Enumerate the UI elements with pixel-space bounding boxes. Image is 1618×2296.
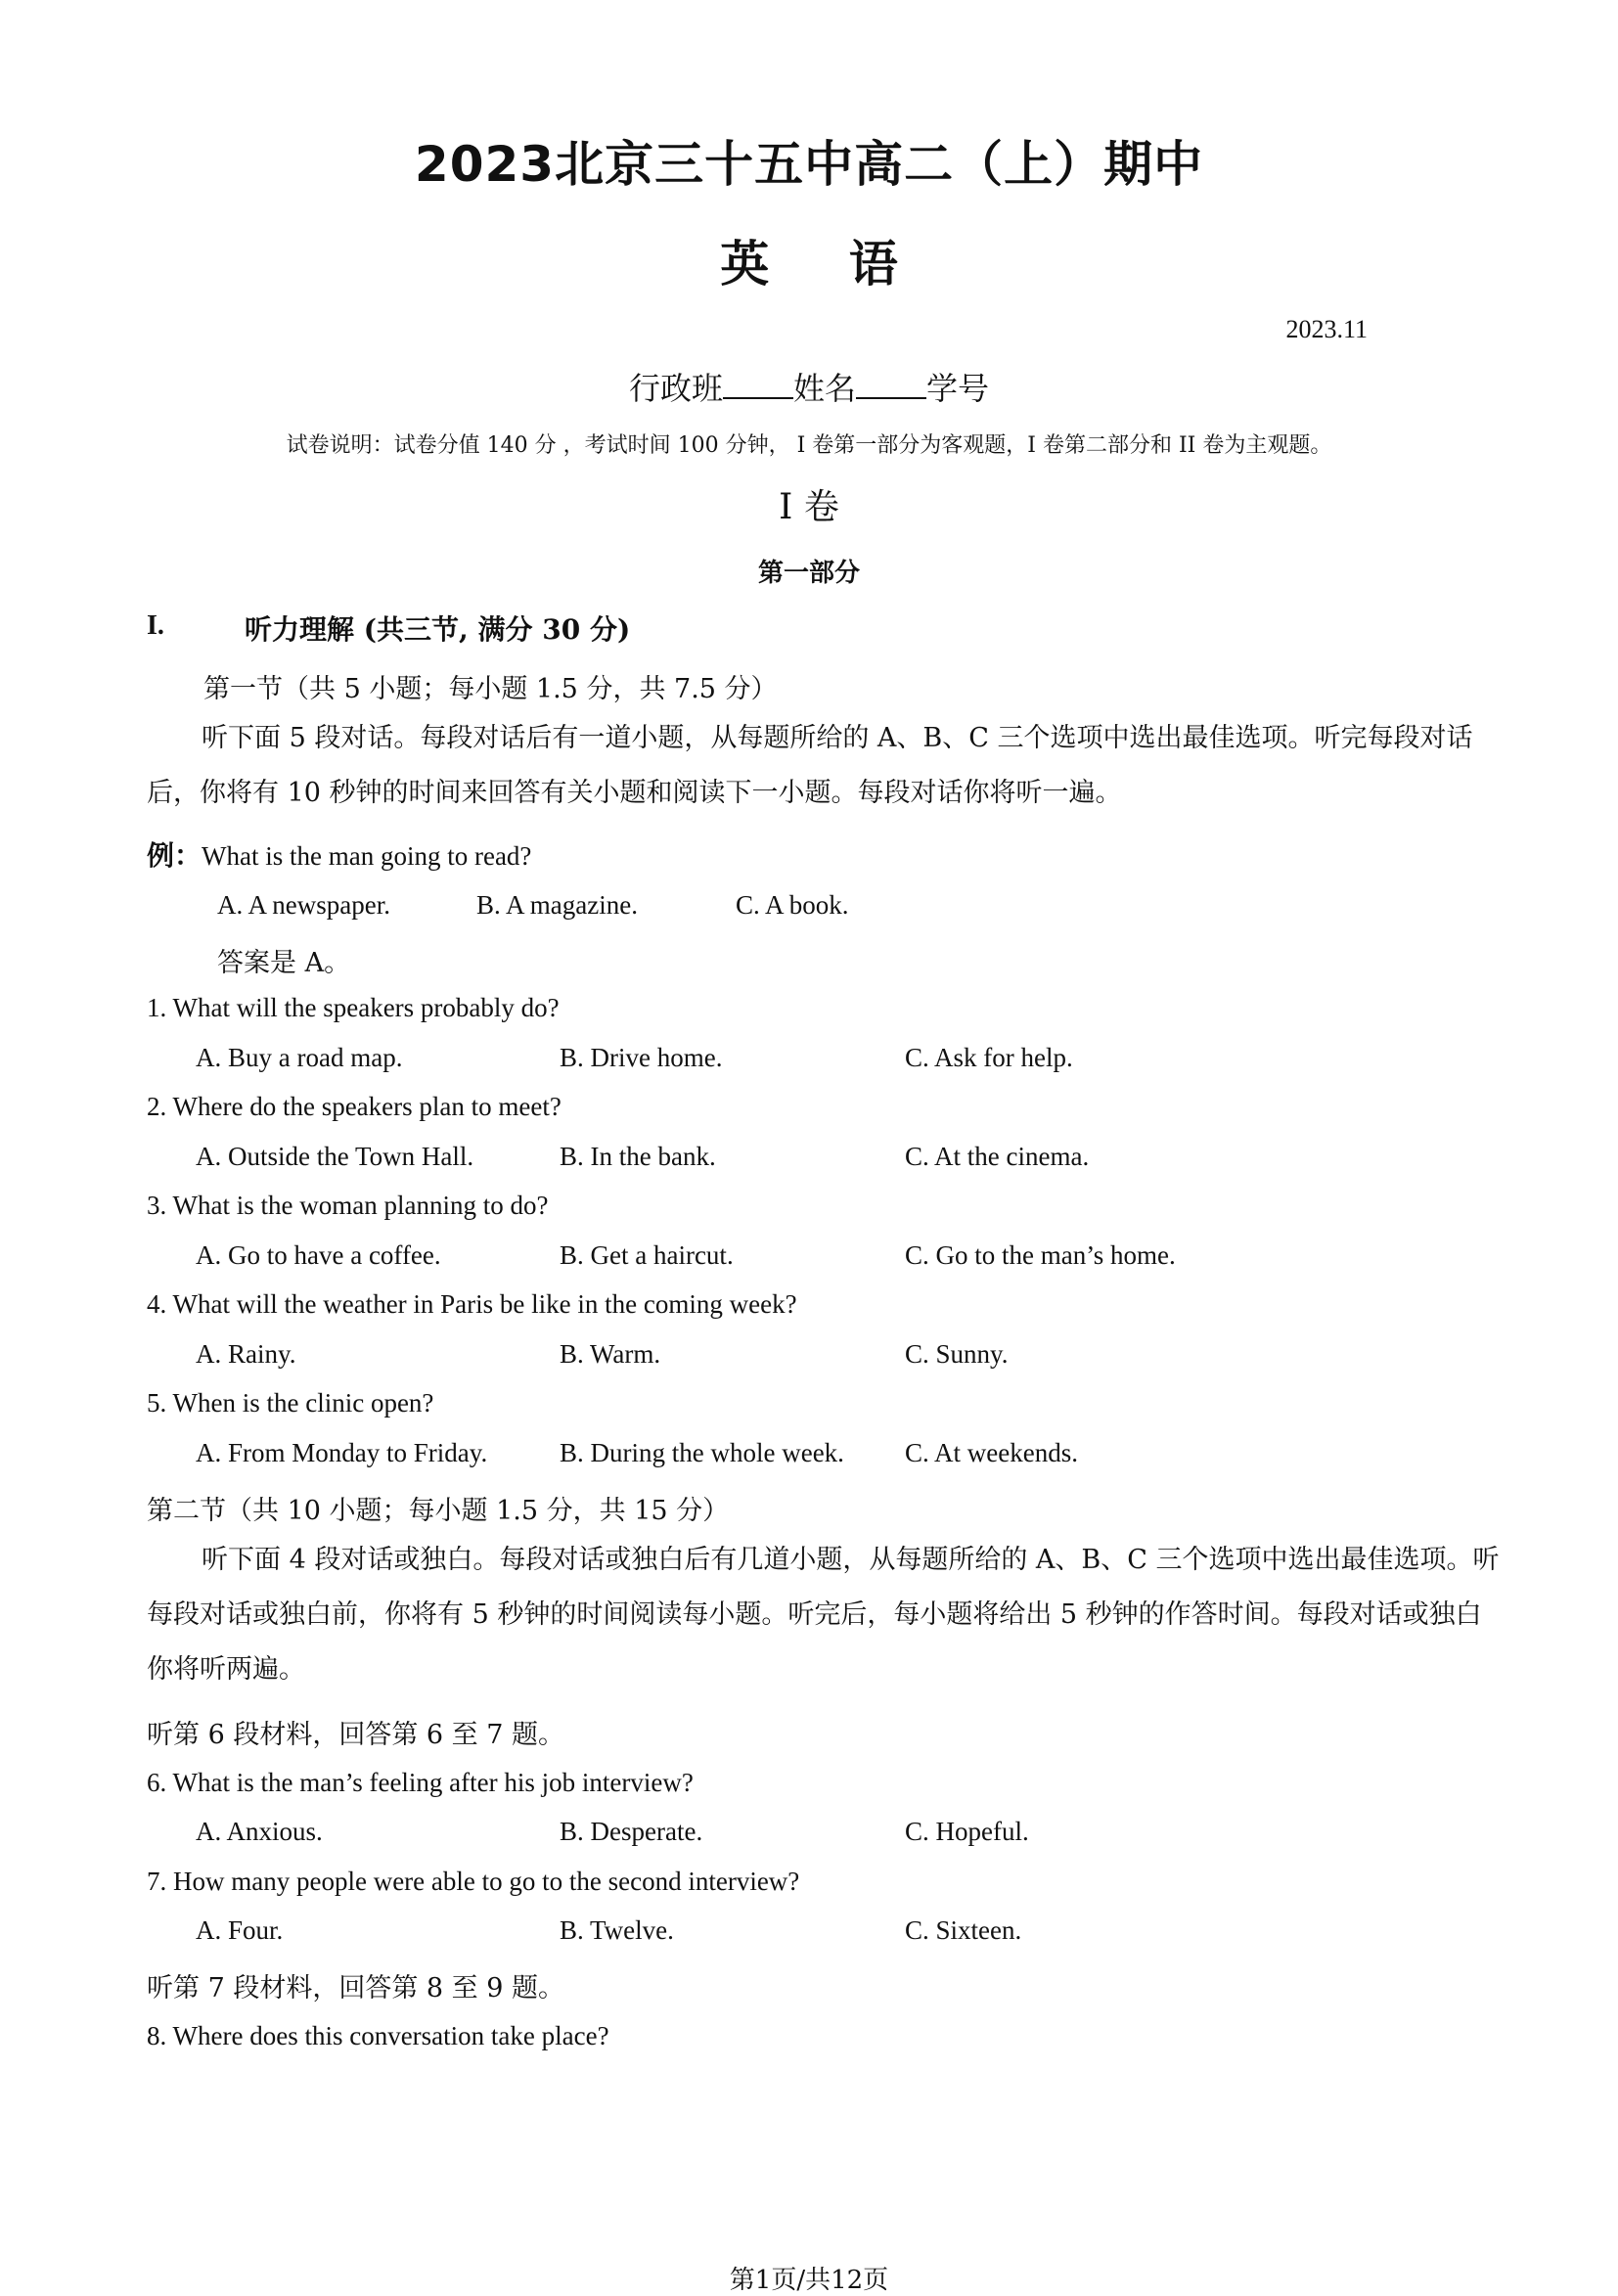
option-c[interactable]: C. Sunny. <box>905 1339 1009 1369</box>
section2-heading: 第二节（共 10 小题；每小题 1.5 分，共 15 分） <box>147 1496 730 1526</box>
student-id-label: 学号 <box>926 370 990 407</box>
example-option-c: C. A book. <box>736 890 849 920</box>
question-4-options <box>196 1339 1370 1373</box>
subject-title: 英 语 <box>720 236 898 293</box>
question-5: 5. When is the clinic open? <box>147 1388 434 1418</box>
option-c[interactable]: C. Sixteen. <box>905 1915 1022 1945</box>
example-label: 例： <box>147 839 202 872</box>
volume-heading: I 卷 <box>779 487 839 527</box>
class-blank[interactable] <box>723 372 793 399</box>
option-c[interactable]: C. At the cinema. <box>905 1142 1090 1171</box>
option-b[interactable]: B. Drive home. <box>560 1043 723 1072</box>
example-option-b: B. A magazine. <box>476 890 638 920</box>
question-7-options <box>196 1915 1370 1949</box>
option-b[interactable]: B. Desperate. <box>560 1817 703 1846</box>
student-info-line <box>0 364 1618 409</box>
name-label: 姓名 <box>792 370 856 407</box>
example-answer: 答案是 A。 <box>217 948 351 978</box>
question-1: 1. What will the speakers probably do? <box>147 993 560 1022</box>
question-7: 7. How many people were able to go to the second interview? <box>147 1867 800 1896</box>
part-heading: 第一部分 <box>757 559 860 588</box>
option-b[interactable]: B. Warm. <box>560 1339 661 1369</box>
section1-heading: 第一节（共 5 小题；每小题 1.5 分，共 7.5 分） <box>203 674 778 704</box>
question-1-options <box>196 1043 1370 1076</box>
question-2: 2. Where do the speakers plan to meet? <box>147 1092 562 1121</box>
page-number: 第1页/共12页 <box>729 2266 889 2295</box>
example-option-a: A. A newspaper. <box>217 890 390 920</box>
name-blank[interactable] <box>856 372 926 399</box>
option-a[interactable]: A. Four. <box>196 1915 284 1945</box>
exam-date: 2023.11 <box>1285 315 1368 343</box>
material-7-heading: 听第 7 段材料，回答第 8 至 9 题。 <box>147 1973 565 2003</box>
question-2-options <box>196 1142 1370 1175</box>
option-b[interactable]: B. In the bank. <box>560 1142 716 1171</box>
option-c[interactable]: C. Hopeful. <box>905 1817 1029 1846</box>
exam-title: 2023北京三十五中高二（上）期中 <box>414 136 1204 193</box>
option-b[interactable]: B. Twelve. <box>560 1915 674 1945</box>
option-c[interactable]: C. Ask for help. <box>905 1043 1073 1072</box>
question-6-options <box>196 1817 1370 1850</box>
option-a[interactable]: A. From Monday to Friday. <box>196 1438 488 1467</box>
option-a[interactable]: A. Rainy. <box>196 1339 296 1369</box>
question-3-options <box>196 1240 1370 1274</box>
section2-instructions: 听下面 4 段对话或独白。每段对话或独白后有几道小题，从每题所给的 A、B、C 三个选项中选出最佳选项。听每段对话或独白前，你将有 5 秒钟的时间阅读每小题。听完后，每小题将给出 5 秒钟的作答时间。每段对话或独白你将听两遍。 <box>147 1545 1500 1685</box>
option-a[interactable]: A. Go to have a coffee. <box>196 1240 441 1270</box>
option-a[interactable]: A. Buy a road map. <box>196 1043 403 1072</box>
option-a[interactable]: A. Anxious. <box>196 1817 323 1846</box>
question-5-options <box>196 1438 1370 1471</box>
class-label: 行政班 <box>628 370 723 407</box>
question-8: 8. Where does this conversation take place? <box>147 2021 609 2050</box>
section1-instructions: 听下面 5 段对话。每段对话后有一道小题，从每题所给的 A、B、C 三个选项中选出最佳选项。听完每段对话后，你将有 10 秒钟的时间来回答有关小题和阅读下一小题。每段对话你将听一遍。 <box>147 723 1473 808</box>
option-c[interactable]: C. Go to the man’s home. <box>905 1240 1176 1270</box>
material-6-heading: 听第 6 段材料，回答第 6 至 7 题。 <box>147 1720 565 1750</box>
exam-instructions-note: 试卷说明：试卷分值 140 分 ，考试时间 100 分钟， I 卷第一部分为客观题，I 卷第二部分和 II 卷为主观题。 <box>286 433 1332 458</box>
question-3: 3. What is the woman planning to do? <box>147 1191 549 1220</box>
section-number: I. <box>147 610 164 641</box>
example-options <box>217 890 1000 923</box>
section-title: 听力理解 (共三节, 满分 30 分) <box>245 613 631 646</box>
question-4: 4. What will the weather in Paris be like in the coming week? <box>147 1289 797 1319</box>
example-question <box>147 834 531 874</box>
option-b[interactable]: B. During the whole week. <box>560 1438 844 1467</box>
question-6: 6. What is the man’s feeling after his job interview? <box>147 1768 694 1797</box>
option-a[interactable]: A. Outside the Town Hall. <box>196 1142 474 1171</box>
listening-heading <box>147 608 631 646</box>
option-c[interactable]: C. At weekends. <box>905 1438 1078 1467</box>
option-b[interactable]: B. Get a haircut. <box>560 1240 734 1270</box>
example-question-text: What is the man going to read? <box>202 841 532 871</box>
